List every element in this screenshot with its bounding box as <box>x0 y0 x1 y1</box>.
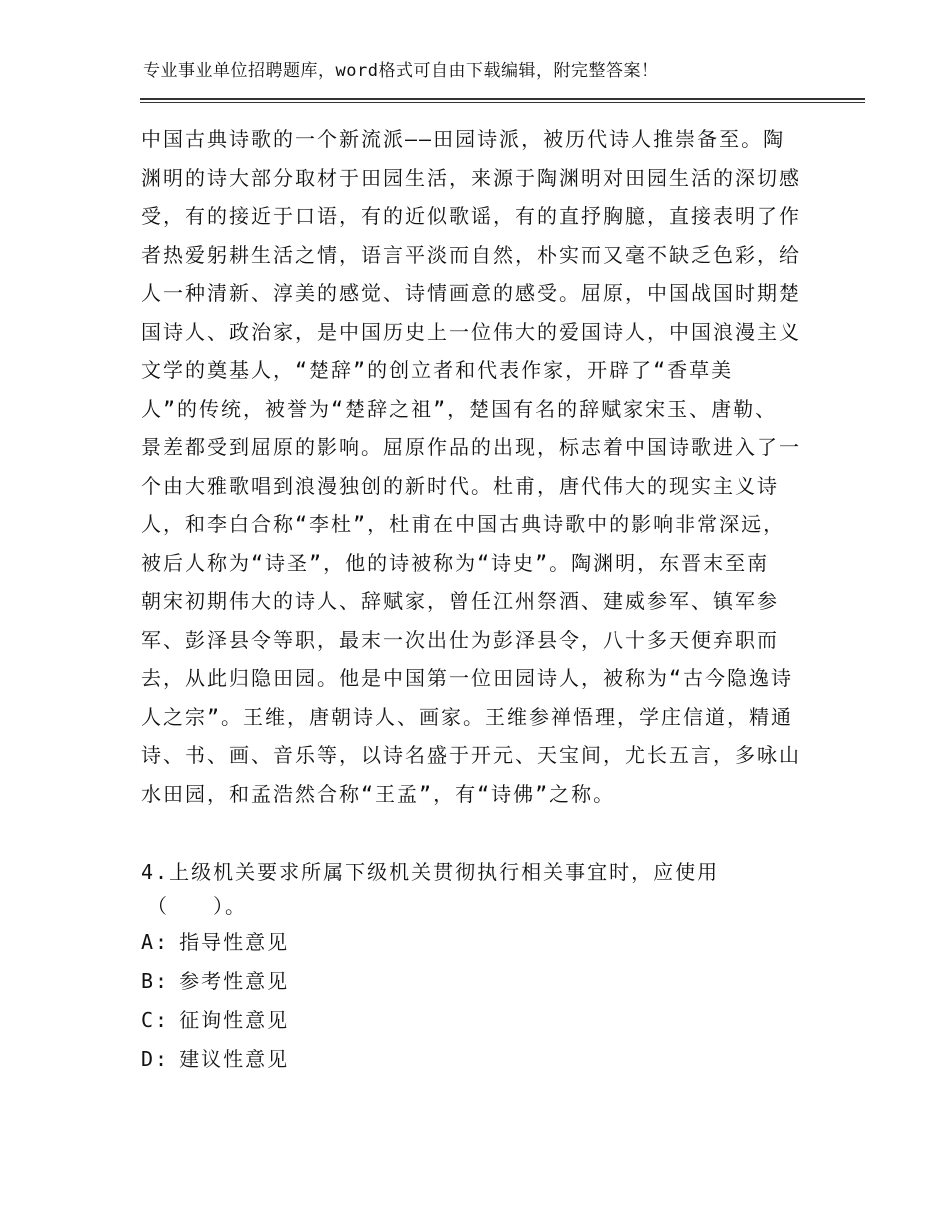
passage-line: 景差都受到屈原的影响。屈原作品的出现，标志着中国诗歌进入了一 <box>141 435 801 459</box>
header-divider-thick <box>140 98 865 100</box>
passage-line: 渊明的诗大部分取材于田园生活，来源于陶渊明对田园生活的深切感 <box>141 165 801 190</box>
option-letter: C: <box>141 1008 170 1032</box>
option-a[interactable] <box>141 923 821 962</box>
option-text: 建议性意见 <box>179 1047 290 1071</box>
option-letter: D: <box>141 1047 170 1071</box>
option-letter: A: <box>141 930 170 954</box>
passage-line: 中国古典诗歌的一个新流派——田园诗派，被历代诗人推崇备至。陶 <box>141 127 786 151</box>
passage-line: 水田园，和孟浩然合称“王孟”，有“诗佛”之称。 <box>141 781 616 806</box>
option-letter: B: <box>141 969 170 993</box>
passage-line: 人”的传统，被誉为“楚辞之祖”，楚国有名的辞赋家宋玉、唐勒、 <box>141 396 778 421</box>
passage <box>141 120 821 813</box>
passage-line: 国诗人、政治家，是中国历史上一位伟大的爱国诗人，中国浪漫主义 <box>141 319 801 344</box>
question-blank: （ ）。 <box>147 894 247 918</box>
option-text: 参考性意见 <box>179 969 290 993</box>
option-b[interactable] <box>141 962 821 1001</box>
passage-line: 被后人称为“诗圣”，他的诗被称为“诗史”。陶渊明，东晋末至南 <box>141 550 770 575</box>
passage-line: 诗、书、画、音乐等，以诗名盛于开元、天宝间，尤长五言，多咏山 <box>141 743 801 767</box>
option-text: 指导性意见 <box>179 930 290 954</box>
option-text: 征询性意见 <box>179 1008 290 1032</box>
header-title: 专业事业单位招聘题库，word格式可自由下载编辑，附完整答案！ <box>143 61 659 81</box>
passage-line: 个由大雅歌唱到浪漫独创的新时代。杜甫，唐代伟大的现实主义诗 <box>141 473 779 498</box>
question-4 <box>141 855 821 1079</box>
option-c[interactable] <box>141 1001 821 1040</box>
header-divider-thin <box>140 102 865 103</box>
passage-line: 者热爱躬耕生活之情，语言平淡而自然，朴实而又毫不缺乏色彩，给 <box>141 242 801 267</box>
passage-line: 文学的奠基人，“楚辞”的创立者和代表作家，开辟了“香草美 <box>141 358 734 382</box>
option-d[interactable] <box>141 1040 821 1079</box>
passage-line: 人一种清新、淳美的感觉、诗情画意的感受。屈原，中国战国时期楚 <box>141 281 801 305</box>
passage-line: 朝宋初期伟大的诗人、辞赋家，曾任江州祭酒、建威参军、镇军参 <box>141 589 779 613</box>
passage-line: 人之宗”。王维，唐朝诗人、画家。王维参禅悟理，学庄信道，精通 <box>141 704 794 729</box>
passage-line: 人，和李白合称“李杜”，杜甫在中国古典诗歌中的影响非常深远， <box>141 512 786 536</box>
passage-line: 受，有的接近于口语，有的近似歌谣，有的直抒胸臆，直接表明了作 <box>141 204 801 228</box>
passage-line: 军、彭泽县令等职，最末一次出仕为彭泽县令，八十多天便弃职而 <box>141 627 779 652</box>
passage-line: 去，从此归隐田园。他是中国第一位田园诗人，被称为“古今隐逸诗 <box>141 666 794 690</box>
question-stem: 4.上级机关要求所属下级机关贯彻执行相关事宜时，应使用 <box>141 860 720 884</box>
